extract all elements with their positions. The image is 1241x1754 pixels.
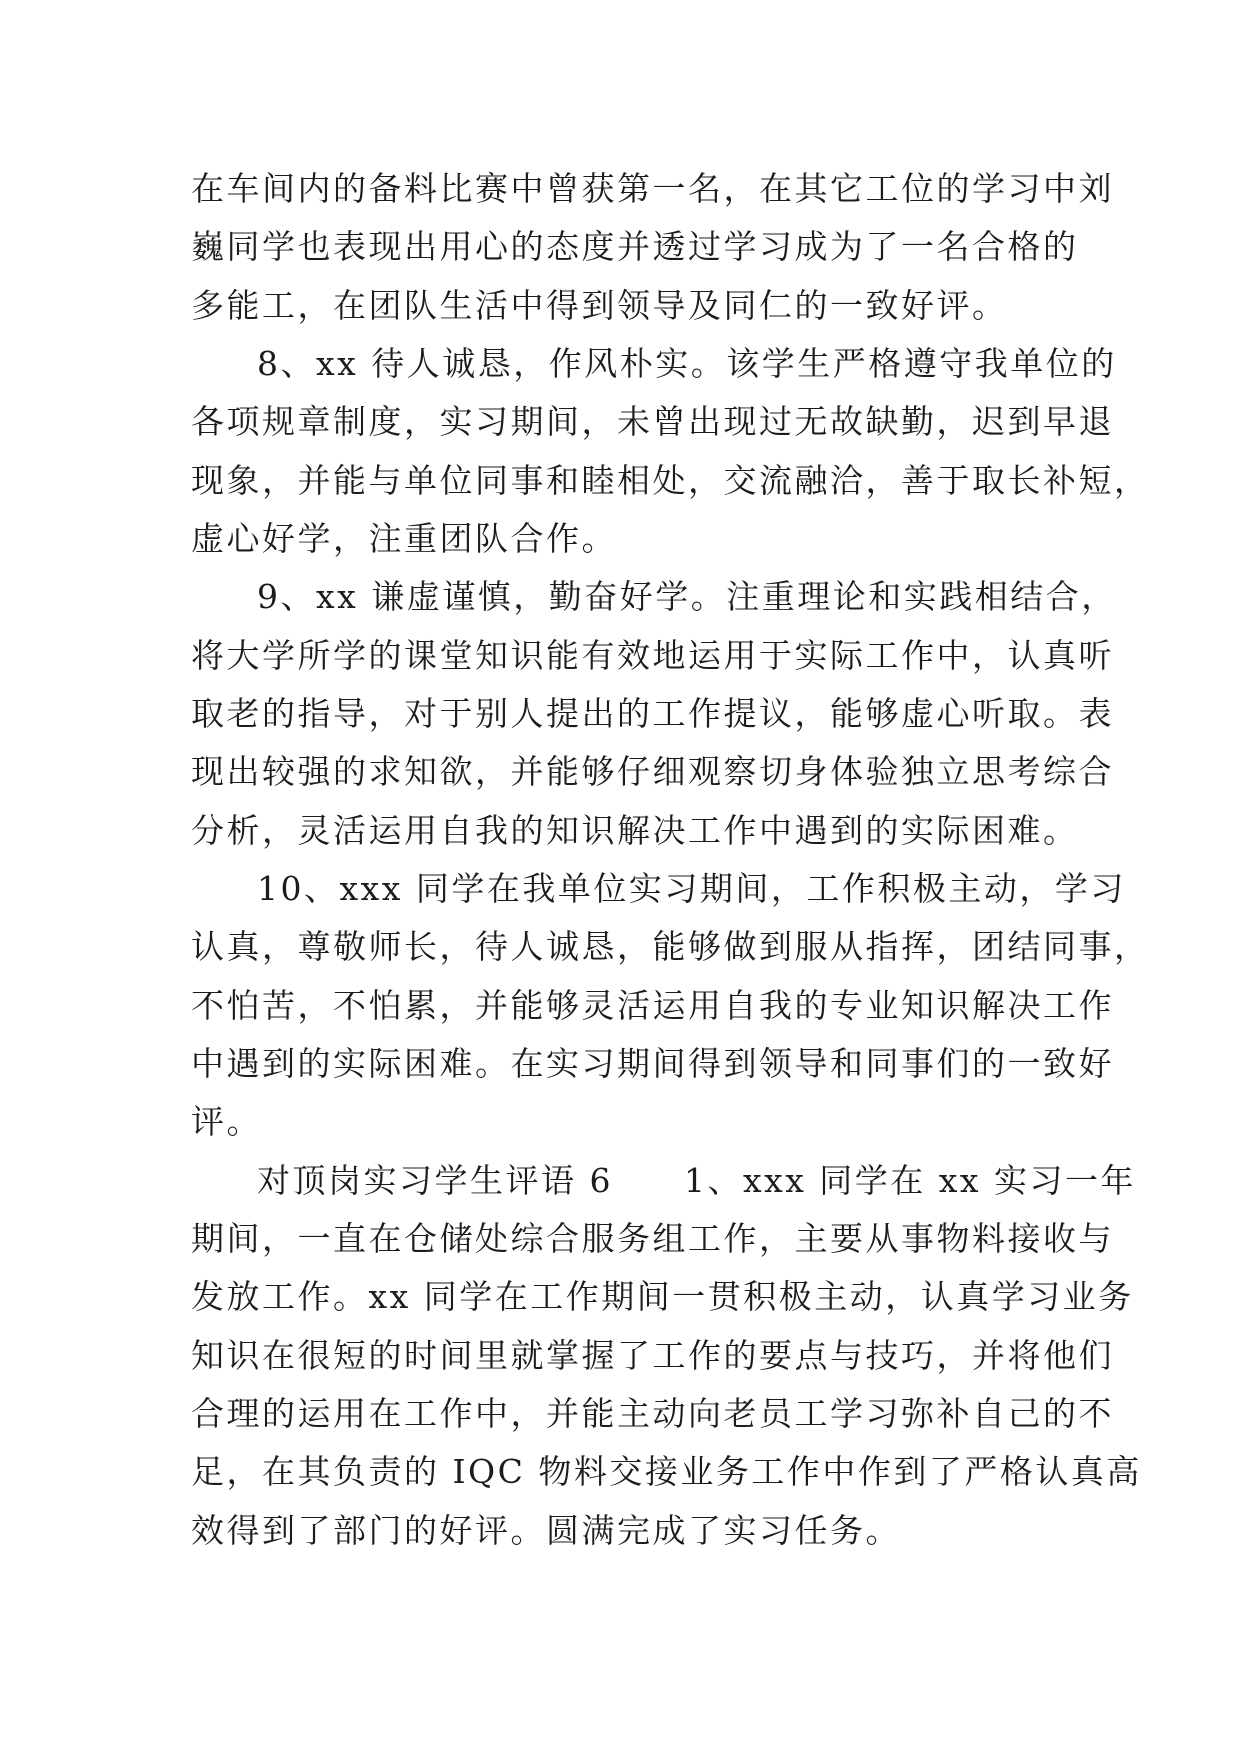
text-line: 多能工，在团队生活中得到领导及同仁的一致好评。 [191, 286, 1008, 325]
paragraph-start-line: 对顶岗实习学生评语 6 1、xxx 同学在 xx 实习一年 [257, 1161, 1137, 1200]
text-line: 发放工作。xx 同学在工作期间一贯积极主动，认真学习业务 [191, 1277, 1134, 1316]
text-line: 将大学所学的课堂知识能有效地运用于实际工作中，认真听 [191, 636, 1114, 675]
text-line: 现象，并能与单位同事和睦相处，交流融洽，善于取长补短， [191, 461, 1150, 500]
text-line: 取老的指导，对于别人提出的工作提议，能够虚心听取。表 [191, 694, 1114, 733]
text-line: 评。 [191, 1102, 262, 1141]
paragraph-start-line: 8、xx 待人诚恳，作风朴实。该学生严格遵守我单位的 [257, 344, 1117, 383]
text-line: 在车间内的备料比赛中曾获第一名，在其它工位的学习中刘 [191, 169, 1114, 208]
text-line: 虚心好学，注重团队合作。 [191, 519, 617, 558]
paragraph-start-line: 9、xx 谦虚谨慎，勤奋好学。注重理论和实践相结合， [257, 577, 1117, 616]
text-line: 中遇到的实际困难。在实习期间得到领导和同事们的一致好 [191, 1044, 1114, 1083]
text-line: 分析，灵活运用自我的知识解决工作中遇到的实际困难。 [191, 811, 1079, 850]
text-line: 现出较强的求知欲，并能够仔细观察切身体验独立思考综合 [191, 752, 1114, 791]
text-line: 合理的运用在工作中，并能主动向老员工学习弥补自己的不 [191, 1394, 1114, 1433]
text-line: 足，在其负责的 IQC 物料交接业务工作中作到了严格认真高 [191, 1452, 1142, 1491]
text-line: 各项规章制度，实习期间，未曾出现过无故缺勤，迟到早退 [191, 402, 1114, 441]
text-line: 效得到了部门的好评。圆满完成了实习任务。 [191, 1511, 901, 1550]
paragraph-start-line: 10、xxx 同学在我单位实习期间，工作积极主动，学习 [257, 869, 1126, 908]
text-line: 知识在很短的时间里就掌握了工作的要点与技巧，并将他们 [191, 1336, 1114, 1375]
text-line: 不怕苦，不怕累，并能够灵活运用自我的专业知识解决工作 [191, 986, 1114, 1025]
text-line: 巍同学也表现出用心的态度并透过学习成为了一名合格的 [191, 227, 1079, 266]
text-line: 认真，尊敬师长，待人诚恳，能够做到服从指挥，团结同事， [191, 927, 1150, 966]
text-line: 期间，一直在仓储处综合服务组工作，主要从事物料接收与 [191, 1219, 1114, 1258]
